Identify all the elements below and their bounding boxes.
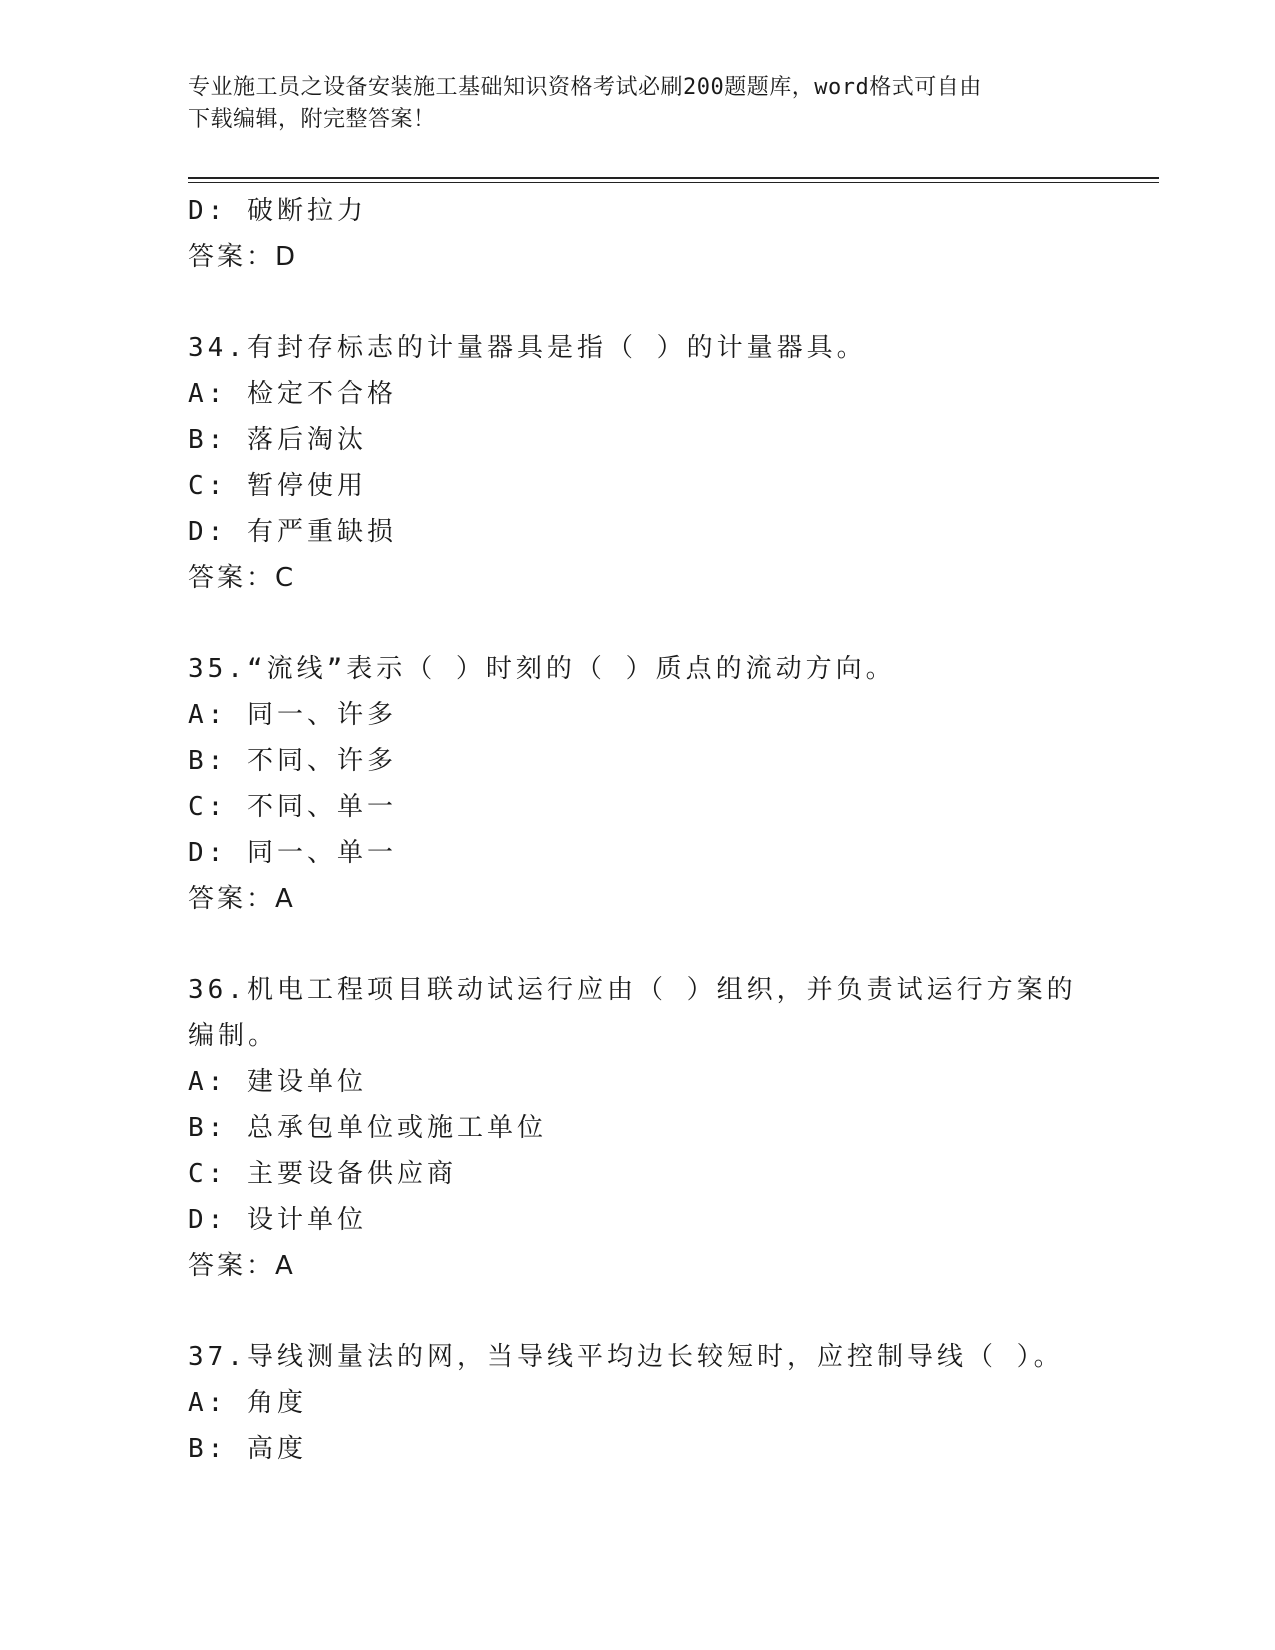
answer: 答案：A [188,1251,296,1281]
option-c: C: 不同、单一 [188,792,397,822]
option-b: B: 落后淘汰 [188,425,367,455]
option-b: B: 不同、许多 [188,746,397,776]
question-36 [188,967,1088,1289]
question-35 [188,646,1088,922]
answer: 答案：D [188,242,299,272]
option-a: A: 检定不合格 [188,379,397,409]
option-c: C: 主要设备供应商 [188,1159,457,1189]
question-text: 36.机电工程项目联动试运行应由（ ）组织，并负责试运行方案的编制。 [188,975,1077,1051]
option-a: A: 建设单位 [188,1067,367,1097]
document-header [188,72,1088,136]
question-list [188,188,1088,1472]
question-text: 34.有封存标志的计量器具是指（ ）的计量器具。 [188,333,867,363]
question-text: 35.“流线”表示（ ）时刻的（ ）质点的流动方向。 [188,654,896,684]
option-d: D: 设计单位 [188,1205,367,1235]
header-divider-thin [188,182,1159,183]
header-line-1: 专业施工员之设备安装施工基础知识资格考试必刷200题题库，word格式可自由 [188,75,982,100]
option-d: D: 有严重缺损 [188,517,397,547]
answer: 答案：C [188,563,297,593]
option-d: D: 同一、单一 [188,838,397,868]
option-a: A: 角度 [188,1388,307,1418]
option-d: D: 破断拉力 [188,196,367,226]
option-b: B: 高度 [188,1434,307,1464]
option-a: A: 同一、许多 [188,700,397,730]
question-text: 37.导线测量法的网，当导线平均边长较短时，应控制导线（ ）。 [188,1342,1064,1372]
header-divider-thick [188,177,1159,179]
question-34 [188,325,1088,601]
option-b: B: 总承包单位或施工单位 [188,1113,547,1143]
question-37 [188,1334,1088,1472]
header-line-2: 下载编辑，附完整答案！ [188,107,436,132]
option-c: C: 暂停使用 [188,471,367,501]
question-fragment [188,188,1088,280]
answer: 答案：A [188,884,296,914]
